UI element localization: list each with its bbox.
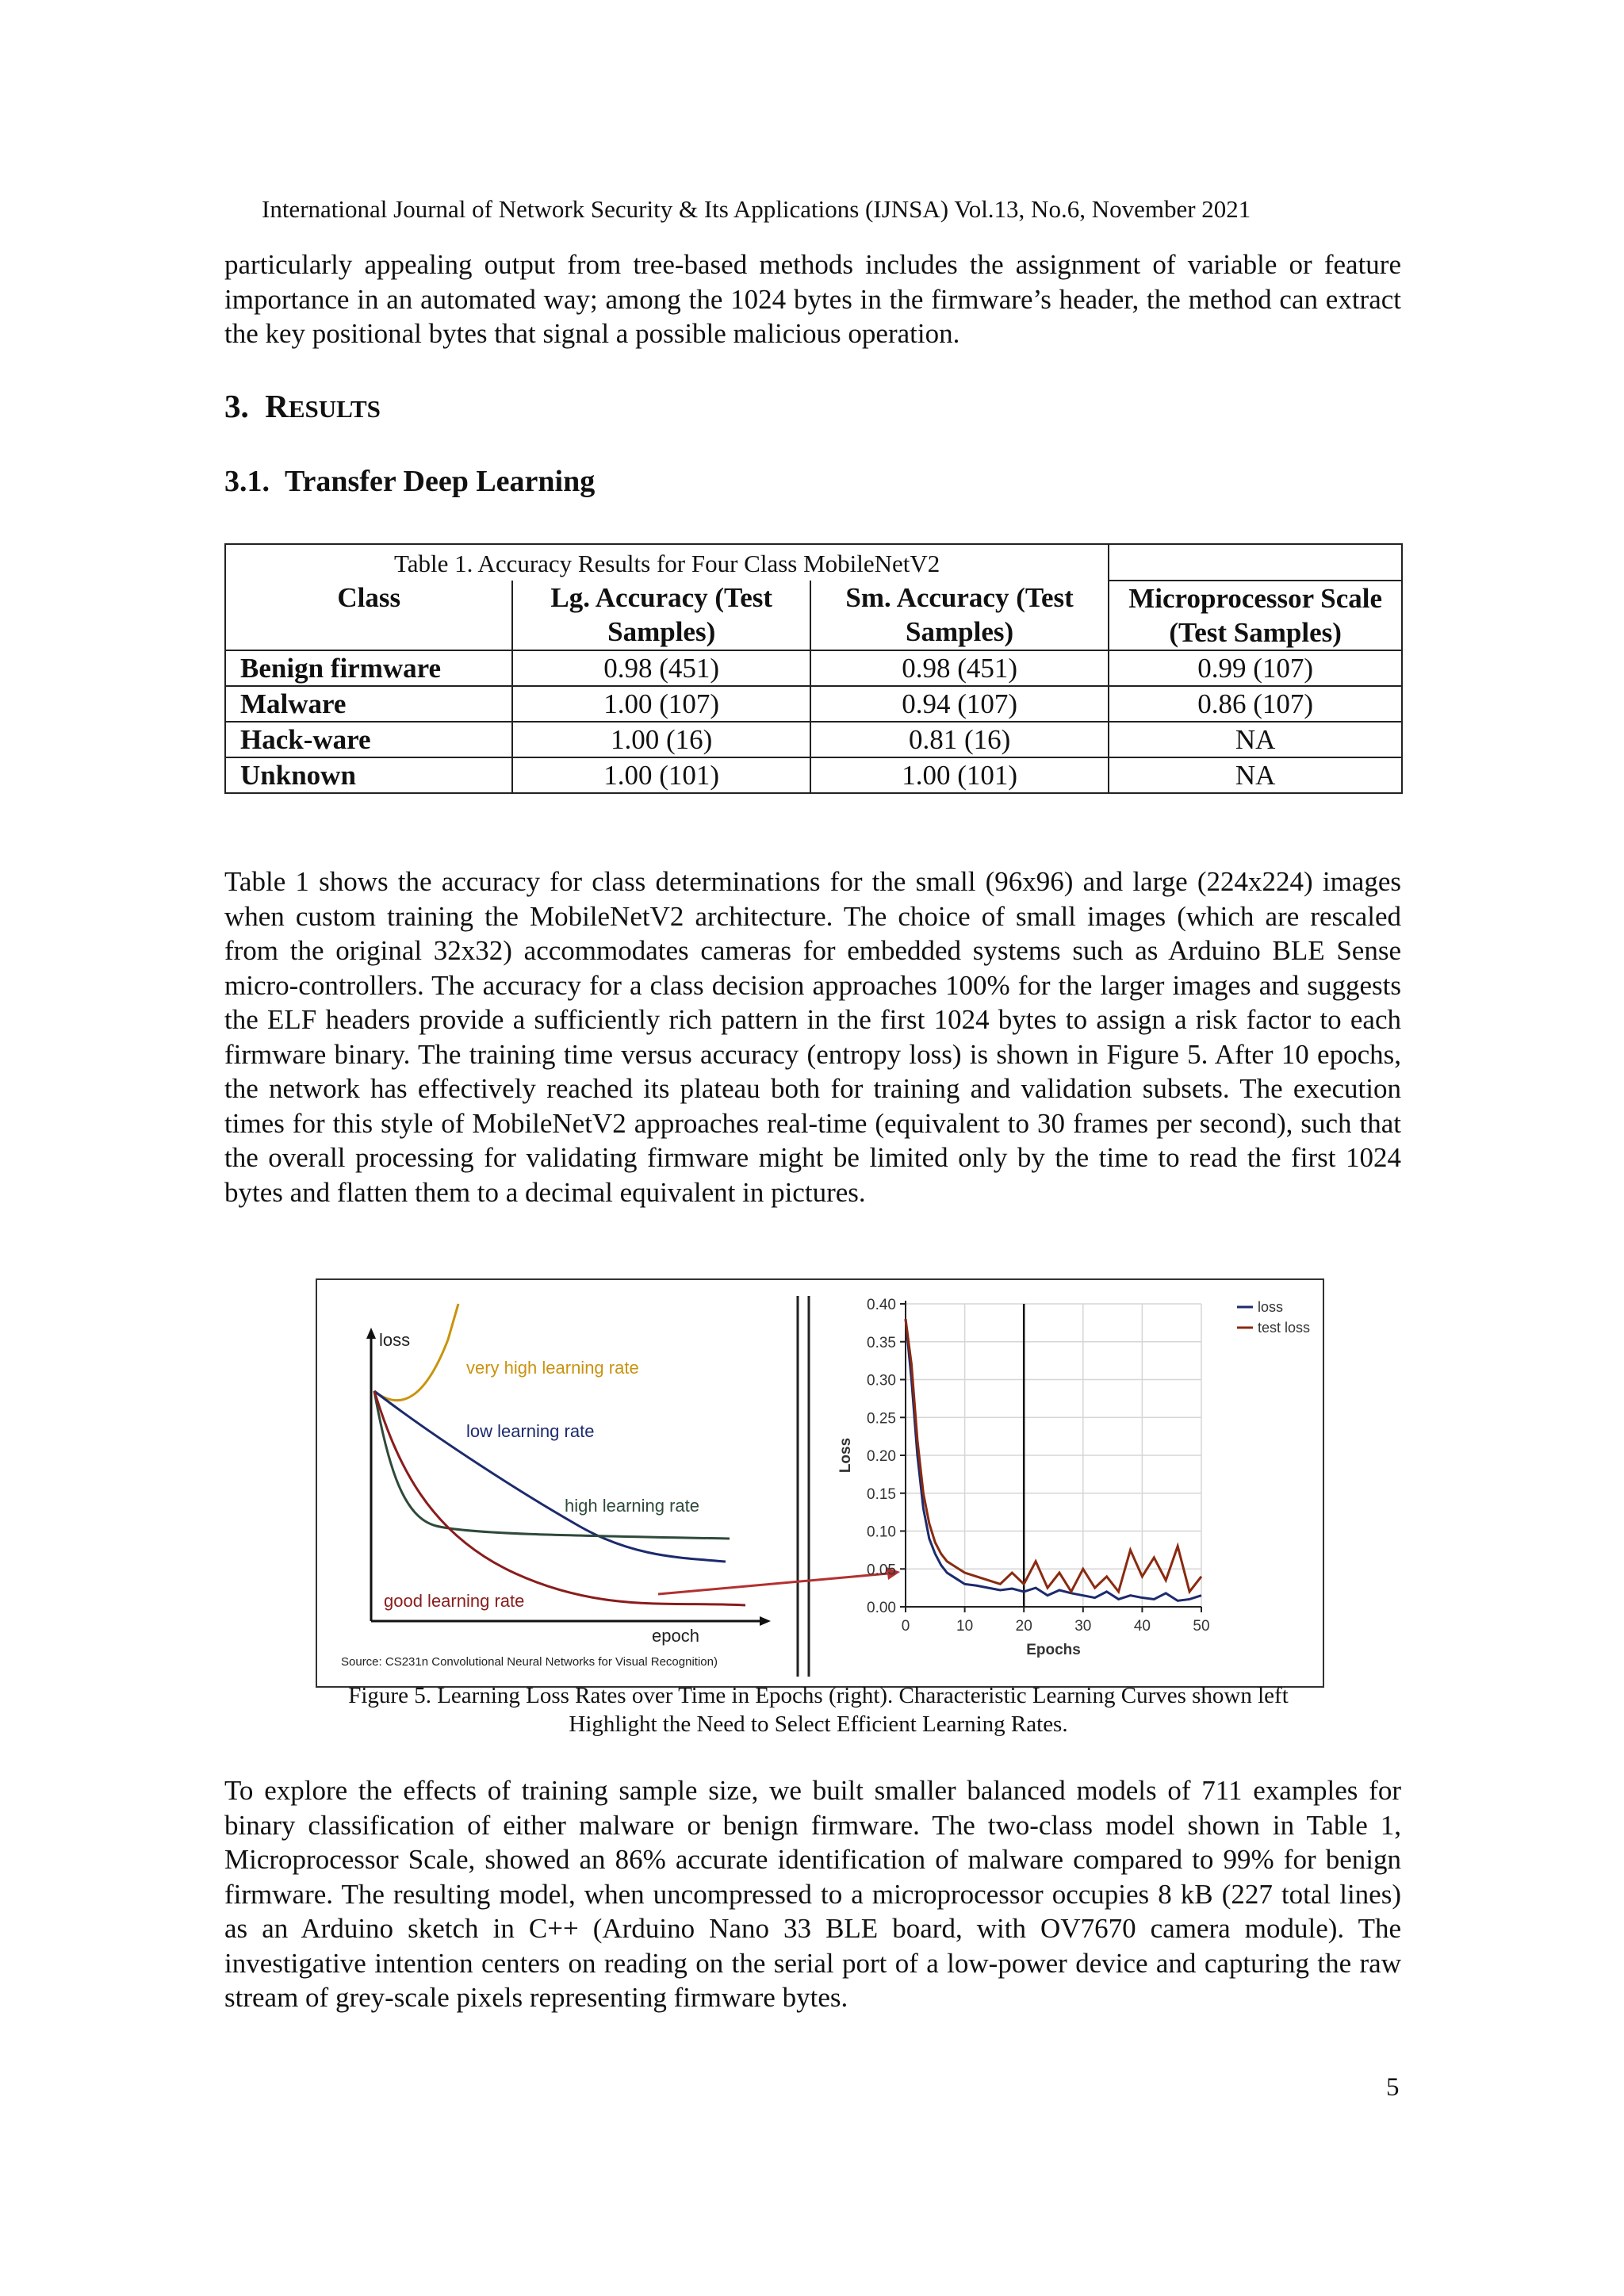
y-tick-label: 0.30 <box>867 1372 896 1389</box>
table-cell: NA <box>1109 722 1402 757</box>
figure-caption-line-1: Figure 5. Learning Loss Rates over Time in Epochs (right). Characteristic Learning Curves shown left <box>348 1683 1289 1708</box>
y-tick-label: 0.00 <box>867 1600 896 1616</box>
left-y-label: loss <box>379 1330 411 1350</box>
y-axis-label: Loss <box>837 1437 854 1474</box>
table-row <box>225 686 1402 722</box>
table-header-cell: Sm. Accuracy (Test Samples) <box>810 581 1109 650</box>
table-cell: 1.00 (107) <box>512 686 810 722</box>
section-number: 3. <box>224 388 249 424</box>
label-very-high-learning-rate: very high learning rate <box>466 1358 639 1378</box>
x-tick-label: 50 <box>1193 1618 1210 1635</box>
table-cell: Unknown <box>225 757 512 793</box>
table-cell: Benign firmware <box>225 650 512 686</box>
x-tick-label: 0 <box>901 1618 910 1635</box>
sample-size-paragraph: To explore the effects of training sample size, we built smaller balanced models of 711 examples for binary classification of either malware or benign firmware. The two-class model shown in Table 1, Microprocessor Scale, showed an 86% accurate identification of malware compared to 99% for benign firmware. The resulting model, when uncompressed to a microprocessor occupies 8 kB (227 total lines) as an Arduino sketch in C++ (Arduino Nano 33 BLE board, with OV7670 camera module). The investigative intention centers on reading on the serial port of a low-power device and capturing the raw stream of grey-scale pixels representing firmware bytes. <box>224 1775 1401 2013</box>
subsection-number: 3.1. <box>224 465 270 498</box>
table-cell: 0.99 (107) <box>1109 650 1402 686</box>
table-cell: 0.98 (451) <box>810 650 1109 686</box>
section-title-rest: ESULTS <box>288 395 381 423</box>
y-tick-label: 0.05 <box>867 1562 896 1579</box>
y-tick-label: 0.15 <box>867 1485 896 1503</box>
table-cell: NA <box>1109 757 1402 793</box>
x-axis-arrow-icon <box>760 1616 771 1626</box>
y-tick-label: 0.40 <box>867 1297 896 1313</box>
table-header-cell: Lg. Accuracy (Test Samples) <box>512 581 810 650</box>
panel-link-arrow <box>658 1573 888 1594</box>
accuracy-table <box>224 543 1403 794</box>
x-tick-label: 30 <box>1074 1618 1092 1635</box>
loss-chart <box>837 1297 1310 1658</box>
y-tick-label: 0.20 <box>867 1448 896 1465</box>
subsection-heading <box>224 464 595 499</box>
label-low-learning-rate: low learning rate <box>466 1421 595 1441</box>
table-cell: 1.00 (16) <box>512 722 810 757</box>
x-tick-label: 20 <box>1015 1618 1032 1635</box>
y-tick-label: 0.25 <box>867 1410 896 1428</box>
curve-high-learning-rate <box>374 1391 730 1539</box>
x-tick-label: 10 <box>956 1618 974 1635</box>
y-axis-arrow-icon <box>366 1328 376 1339</box>
figure-source-note: Source: CS231n Convolutional Neural Networks for Visual Recognition) <box>341 1655 718 1669</box>
table-cell: 0.86 (107) <box>1109 686 1402 722</box>
figure-5 <box>316 1278 1324 1688</box>
legend-label: loss <box>1258 1299 1284 1315</box>
y-tick-label: 0.35 <box>867 1334 896 1351</box>
figure-caption-line-2: Highlight the Need to Select Efficient Learning Rates. <box>569 1711 1068 1737</box>
left-x-label: epoch <box>652 1626 699 1646</box>
curve-low-learning-rate <box>374 1391 726 1562</box>
table-header-cell: Microprocessor Scale (Test Samples) <box>1109 581 1402 650</box>
section-title-initial: R <box>265 388 289 424</box>
curve-very-high-learning-rate <box>374 1304 458 1401</box>
table-cell: 0.94 (107) <box>810 686 1109 722</box>
results-paragraph: Table 1 shows the accuracy for class determinations for the small (96x96) and large (224x224) images when custom training the MobileNetV2 architecture. The choice of small images (which are rescaled from the original 32x32) accommodates cameras for embedded systems such as Arduino BLE Sense micro-controllers. The accuracy for a class decision approaches 100% for the larger images and suggests the ELF headers provide a sufficiently rich pattern in the first 1024 bytes to assign a risk factor to each firmware binary. The training time versus accuracy (entropy loss) is shown in Figure 5. After 10 epochs, the network has effectively reached its plateau both for training and validation subsets. The execution times for this style of MobileNetV2 approaches real-time (equivalent to 30 frames per second), such that the overall processing for validating firmware might be limited only by the time to read the first 1024 bytes and flatten them to a decimal equivalent in pictures. <box>224 866 1401 1208</box>
table-cell: Malware <box>225 686 512 722</box>
label-high-learning-rate: high learning rate <box>565 1496 700 1516</box>
intro-paragraph: particularly appealing output from tree-based methods includes the assignment of variable or feature importance in an automated way; among the 1024 bytes in the firmware’s header, the method can extract the key positional bytes that signal a possible malicious operation. <box>224 249 1401 349</box>
y-tick-label: 0.10 <box>867 1524 896 1541</box>
table-row <box>225 757 1402 793</box>
subsection-title: Transfer Deep Learning <box>285 465 596 498</box>
table-cell: 1.00 (101) <box>810 757 1109 793</box>
learning-curves-panel <box>341 1304 771 1669</box>
table-caption-spacer <box>1109 544 1402 581</box>
table-cell: Hack-ware <box>225 722 512 757</box>
figure-caption <box>316 1681 1321 1738</box>
table-row <box>225 722 1402 757</box>
figure-5-graphic <box>317 1280 1323 1686</box>
table-cell: 0.81 (16) <box>810 722 1109 757</box>
section-heading <box>224 387 381 425</box>
table-header-cell: Class <box>225 581 512 650</box>
label-good-learning-rate: good learning rate <box>384 1591 525 1611</box>
table-caption: Table 1. Accuracy Results for Four Class MobileNetV2 <box>225 544 1109 581</box>
running-header: International Journal of Network Security & Its Applications (IJNSA) Vol.13, No.6, November 2021 <box>262 195 1251 223</box>
x-tick-label: 40 <box>1133 1618 1151 1635</box>
table-row <box>225 650 1402 686</box>
table-cell: 0.98 (451) <box>512 650 810 686</box>
series-line-loss <box>906 1319 1201 1600</box>
x-axis-label: Epochs <box>1026 1642 1081 1658</box>
table-header-row <box>225 581 1402 650</box>
page-number: 5 <box>1386 2073 1400 2102</box>
table-cell: 1.00 (101) <box>512 757 810 793</box>
legend-label: test loss <box>1258 1320 1311 1336</box>
